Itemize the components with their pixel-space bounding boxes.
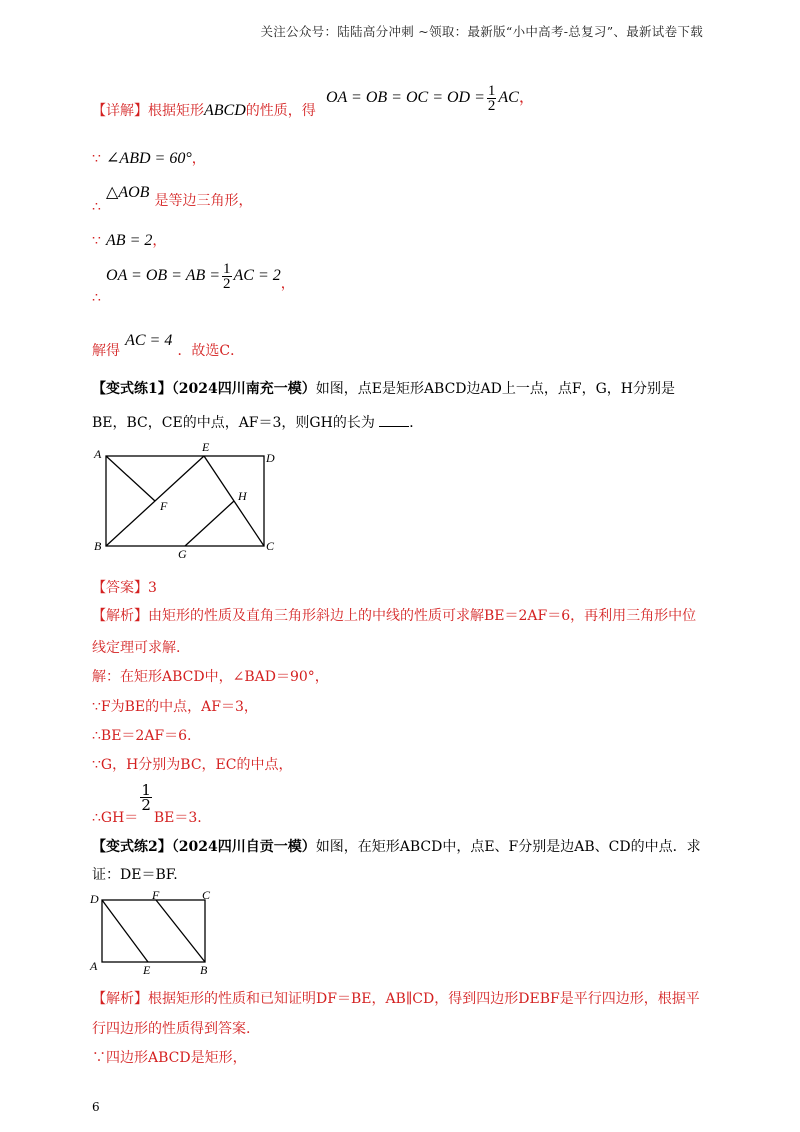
solve-line: 解得 AC = 4 ．故选C．	[92, 332, 245, 359]
because-ab-line: ∵ AB = 2，	[92, 232, 167, 249]
detail-prop: 的性质，得	[245, 103, 316, 119]
label-f-2: F	[152, 888, 160, 902]
segment-de	[102, 900, 148, 962]
detail-line-1	[92, 100, 316, 120]
label-g: G	[178, 547, 187, 558]
segment-af	[106, 456, 155, 501]
label-e-2: E	[143, 963, 151, 977]
fraction-half-1: $\frac{1}{2}$	[487, 83, 496, 114]
label-a: A	[94, 447, 102, 461]
equation-2: OA = OB = AB = $\frac{1}{2}$ AC = 2	[106, 261, 281, 292]
ex2-step-1: ∵四边形ABCD是矩形，	[92, 1050, 247, 1066]
ex1-answer: 【答案】3	[92, 580, 157, 596]
therefore-equation-line: ∴ OA = OB = AB = $\frac{1}{2}$ AC = 2，	[92, 261, 295, 307]
ex1-rectangle-figure	[90, 440, 290, 558]
ex2-analysis-line-1: 【解析】根据矩形的性质和已知证明DF＝BE，AB∥CD，得到四边形DEBF是平行四边形，根据平	[92, 991, 700, 1007]
ex2-question-line-1: 【变式练2】（2024四川自贡一模）如图，在矩形ABCD中，点E、F分别是边AB、CD的中点．求	[92, 839, 701, 855]
label-d: D	[266, 451, 275, 465]
ex1-analysis-line-1: 【解析】由矩形的性质及直角三角形斜边上的中线的性质可求解BE＝2AF＝6，再利用三角形中位	[92, 608, 697, 624]
ex1-step-1: 解：在矩形ABCD中，∠BAD＝90°，	[92, 669, 329, 685]
label-c-2: C	[202, 888, 211, 902]
label-e: E	[202, 440, 210, 454]
label-c: C	[266, 539, 275, 553]
ex1-step-3: ∴BE＝2AF＝6.	[92, 728, 192, 744]
rect-name: ABCD	[204, 102, 246, 119]
equation-1: OA = OB = OC = OD = $\frac{1}{2}$ AC，	[326, 83, 535, 114]
because-angle-line: ∵ ∠ABD = 60°，	[92, 150, 206, 167]
page-number: 6	[92, 1100, 100, 1114]
therefore-triangle-line: ∴ △AOB 是等边三角形，	[92, 184, 253, 215]
ex1-question-line-2: BE，BC，CE的中点，AF＝3，则GH的长为 ．	[92, 415, 424, 431]
fraction-half-2: $\frac{1}{2}$	[223, 261, 231, 292]
label-b-2: B	[200, 963, 208, 977]
ex1-step-4: ∵G，H分别为BC，EC的中点，	[92, 757, 293, 773]
label-h: H	[238, 489, 247, 503]
ex1-step-5: ∴GH＝ $\frac{1}{2}$ BE＝3.	[92, 781, 202, 826]
ex1-step-2: ∵F为BE的中点，AF＝3，	[92, 699, 258, 715]
rect-abcd-2	[102, 900, 205, 962]
fraction-half-3: $\frac{1}{2}$	[141, 781, 151, 814]
ex2-question-line-2: 证：DE＝BF.	[92, 867, 178, 883]
segment-gh	[185, 501, 234, 546]
label-d-2: D	[90, 892, 99, 906]
segment-fb	[156, 900, 205, 962]
ex2-analysis-line-2: 行四边形的性质得到答案.	[92, 1021, 251, 1037]
detail-intro: 根据矩形	[148, 103, 204, 119]
ex1-analysis-line-2: 线定理可求解.	[92, 640, 181, 656]
detail-label: 【详解】	[92, 103, 148, 119]
ex1-question-line-1: 【变式练1】（2024四川南充一模）如图，点E是矩形ABCD边AD上一点，点F，G，H分别是	[92, 381, 675, 397]
label-f: F	[160, 499, 168, 513]
page-header: 关注公众号：陆陆高分冲刺 ~领取：最新版“小中高考-总复习”、最新试卷下载	[260, 24, 703, 39]
ex2-rectangle-figure	[88, 886, 218, 978]
label-b: B	[94, 539, 102, 553]
answer-blank	[379, 414, 409, 427]
label-a-2: A	[90, 959, 98, 973]
